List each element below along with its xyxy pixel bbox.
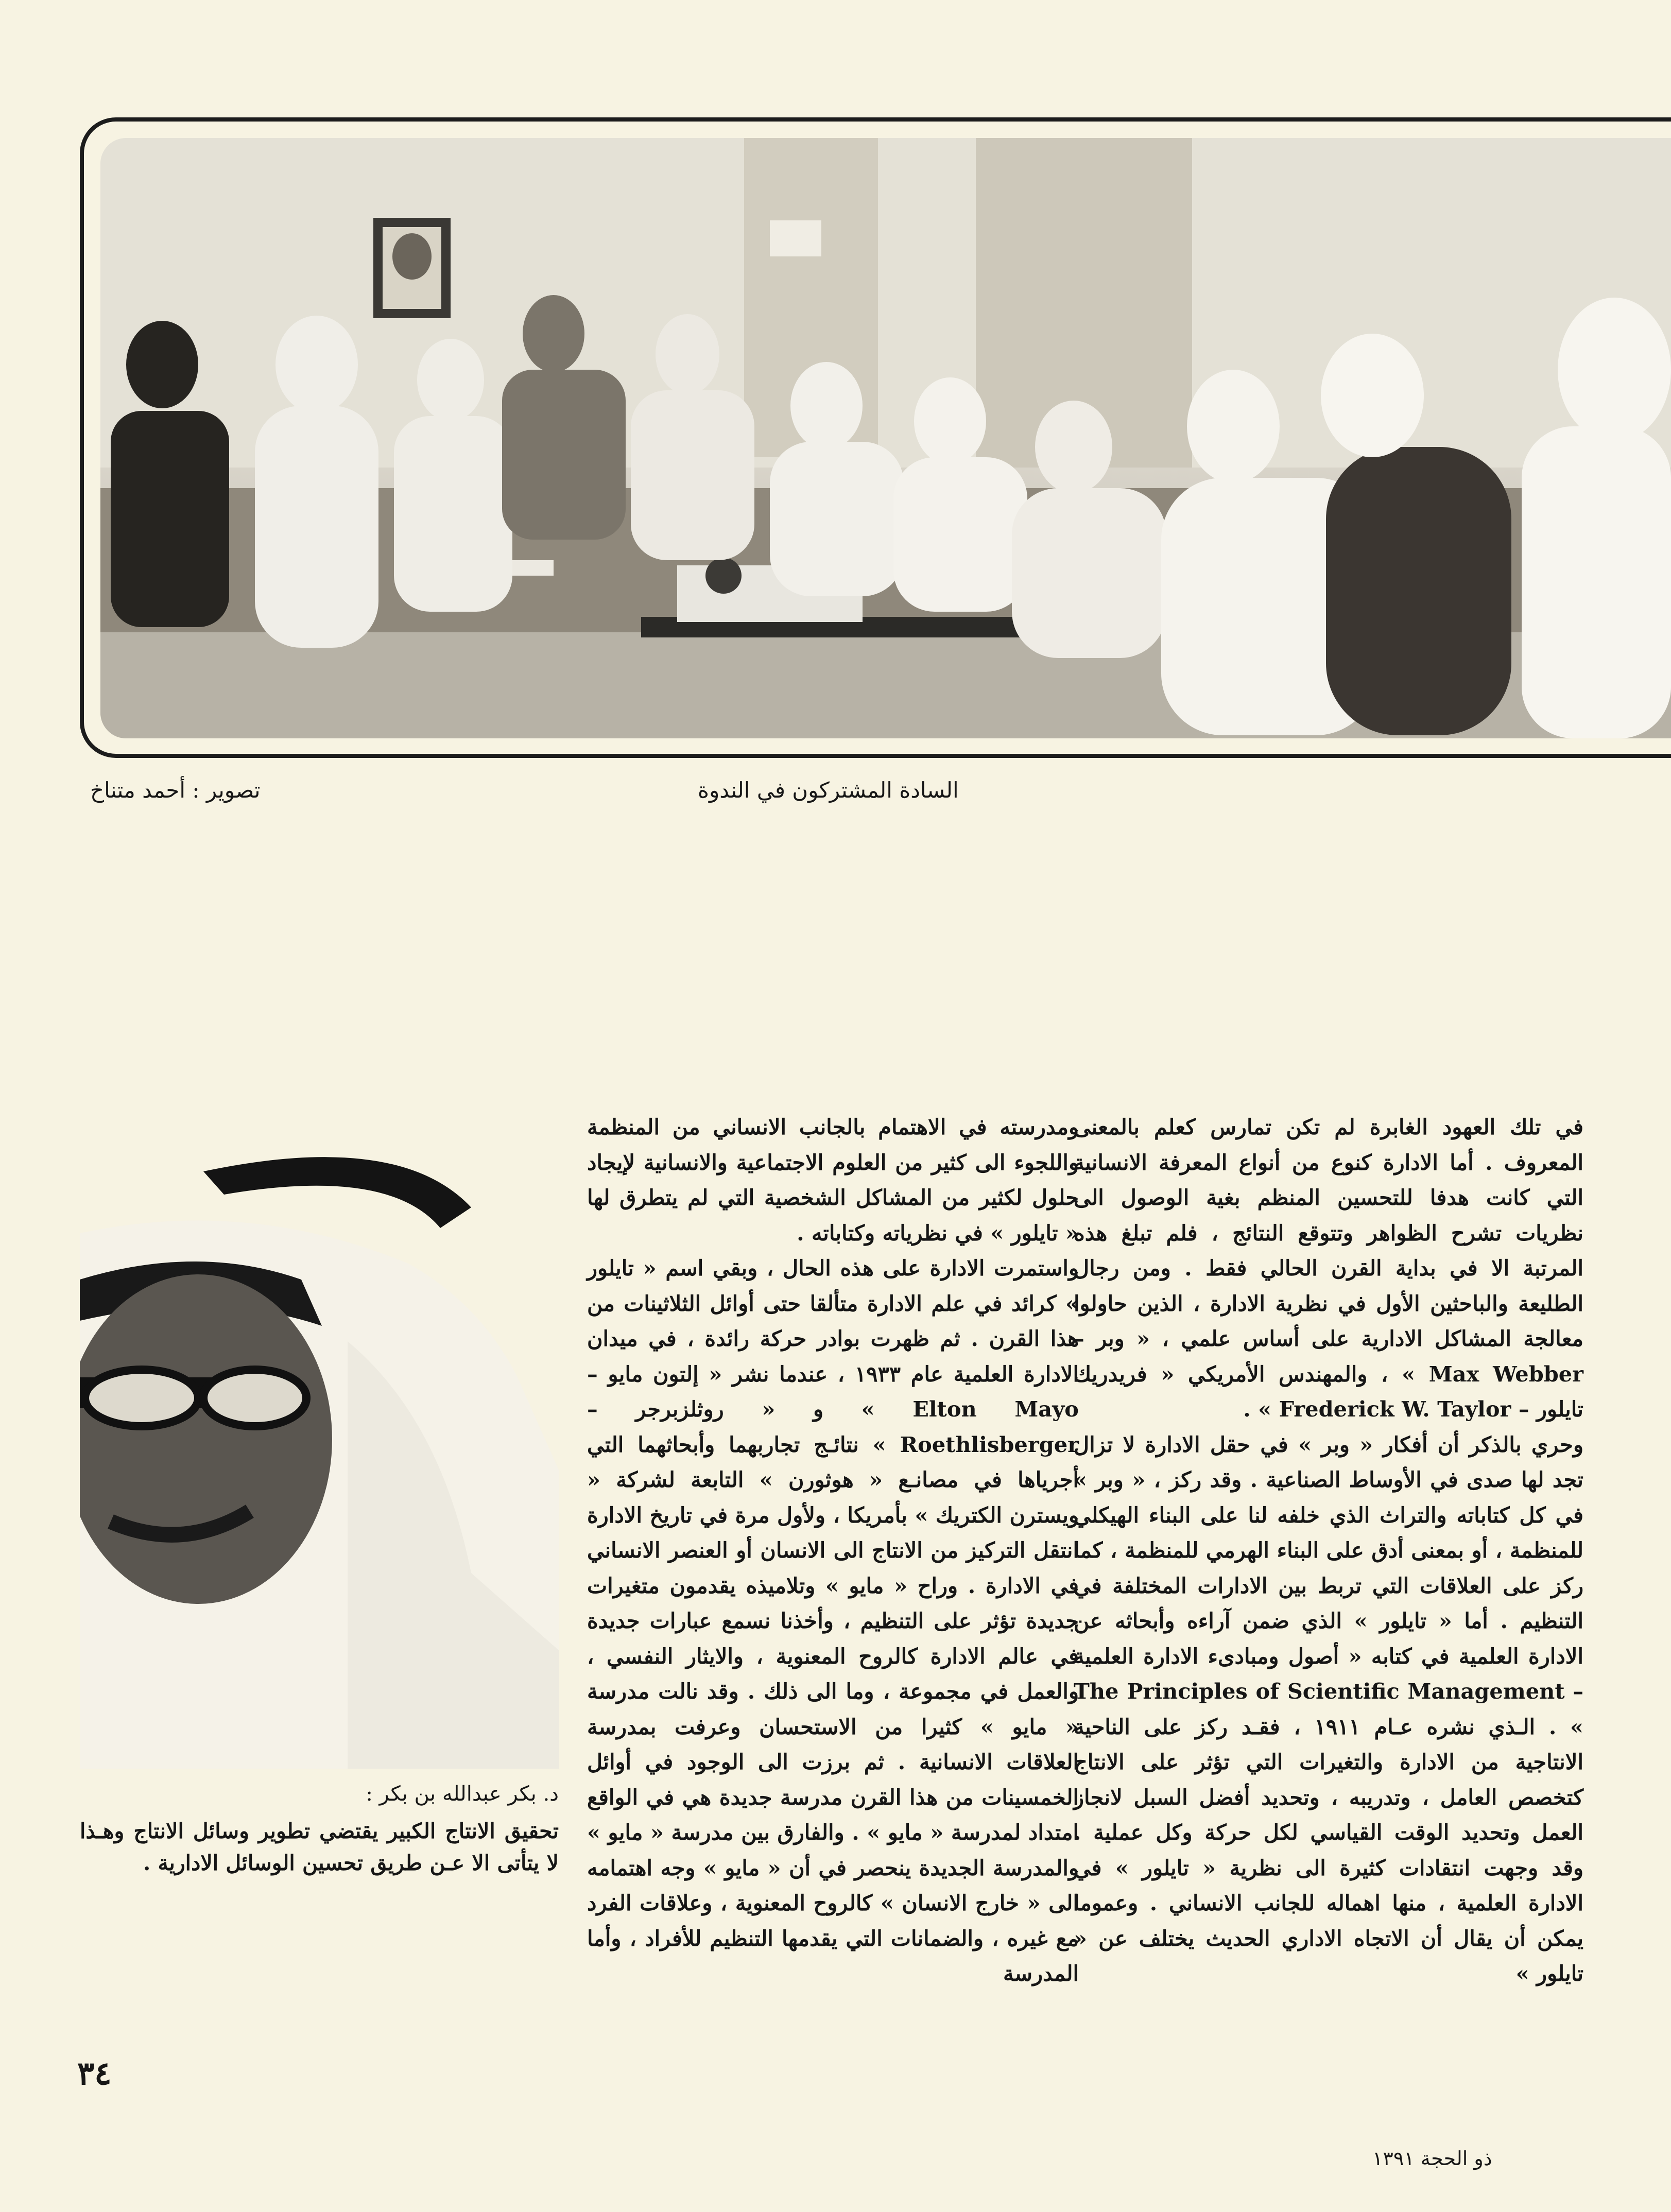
- article-paragraph: واستمرت الادارة على هذه الحال ، وبقي اسم « تايلور » كرائد في علم الادارة متألقا حتى أوائل الثلاثينات من هذا القرن . ثم ظهرت بوادر حركة رائدة ، في ميدان الادارة العلمية عام ١٩٣٣ ، عندما نشر « إلتون مايو – Elton Mayo » و « روثلزبرجر – Roethlisberger » نتائـج تجاربهما وأبحاثهما التي أجرياها في مصانـع « هوثورن » التابعة لشركة « ويسترن الكتريك » بأمريكا ، ولأول مرة في تاريخ الادارة انتقل التركيز من الانتاج الى الانسان أو العنصر الانساني في الادارة . وراح « مايو » وتلاميذه يقدمون متغيرات جديدة تؤثر على التنظيم ، وأخذنا نسمع عبارات جديدة في عالم الادارة كالروح المعنوية ، والايثار النفسي ، والعمل في مجموعة ، وما الى ذلك . وقد نالت مدرسة « مايو » كثيرا من الاستحسان وعرفت بمدرسة العلاقات الانسانية . ثم برزت الى الوجود في أوائل الخمسينات من هذا القرن مدرسة جديدة هي في الواقع امتداد لمدرسة « مايو » . والفارق بين مدرسة « مايو » والمدرسة الجديدة ينحصر في أن « مايو » وجه اهتمامه الى « خارج الانسان » كالروح المعنوية ، وعلاقات الفرد مع غيره ، والضمانات التي يقدمها التنظيم للأفراد ، وأما المدرسة: [587, 1255, 1079, 1986]
- article-paragraph: ومدرسته في الاهتمام بالجانب الانساني من المنظمة واللجوء الى كثير من العلوم الاجتماعية والانسانية لإيجاد حلول لكثير من المشاكل الشخصية التي لم يتطرق لها « تايلور » في نظرياته وكتاباته .: [587, 1114, 1079, 1246]
- portrait-photo: [80, 1110, 559, 1769]
- photo-caption: السادة المشتركون في الندوة: [698, 777, 959, 803]
- speaker-quote: تحقيق الانتاج الكبير يقتضي تطوير وسائل الانتاج وهـذا لا يتأتى الا عـن طريق تحسين الوسائل الادارية .: [80, 1818, 559, 1875]
- portrait-caption: [80, 1776, 559, 1879]
- group-photo: [100, 138, 1671, 738]
- article-paragraph: في تلك العهود الغابرة لم تكن تمارس كعلم بالمعنى المعروف . أما الادارة كنوع من أنواع المعرفة الانسانية التي كانت هدفا للتحسين المنظم بغية الوصول الى نظريات تشرح الظواهر وتتوقع النتائج ، فلم تبلغ هذه المرتبة الا في بداية القرن الحالي فقط . ومن رجال الطليعة والباحثين الأول في نظرية الادارة ، الذين حاولوا معالجة المشاكل الادارية على أساس علمي ، « وبر – Max Webber » ، والمهندس الأمريكي « فريدريك تايلور – Frederick W. Taylor » .: [1074, 1114, 1583, 1422]
- article-paragraph: وحري بالذكر أن أفكار « وبر » في حقل الادارة لا تزال تجد لها صدى في الأوساط الصناعية . وقد ركز ، « وبر » في كل كتاباته والتراث الذي خلفه لنا على البناء الهيكلي للمنظمة ، أو بمعنى أدق على البناء الهرمي للمنظمة ، كما ركز على العلاقات التي تربط بين الادارات المختلفة في التنظيم . أما « تايلور » الذي ضمن آراءه وأبحاثه عن الادارة العلمية في كتابه « أصول ومبادىء الادارة العلمية – The Principles of Scientific Management » . الـذي نشره عـام ١٩١١ ، فقـد ركز على الناحية الانتاجية من الادارة والتغيرات التي تؤثر على الانتاج كتخصص العامل ، وتدريبه ، وتحديد أفضل السبل لانجاز العمل وتحديد الوقت القياسي لكل حركة وكل عملية . وقد وجهت انتقادات كثيرة الى نظرية « تايلور » في الادارة العلمية ، منها اهماله للجانب الانساني . وعموما يمكن أن يقال أن الاتجاه الاداري الحديث يختلف عن « تايلور »: [1074, 1431, 1583, 1986]
- issue-date: ذو الحجة ١٣٩١: [1372, 2147, 1492, 2170]
- photo-credit: تصوير : أحمد متناخ: [90, 777, 261, 803]
- page-number: ٣٤: [77, 2054, 112, 2092]
- article-column-middle: [587, 1110, 1079, 1992]
- article-column-right: [1074, 1110, 1583, 1992]
- speaker-name: د. بكر عبدالله بن بكر :: [366, 1782, 559, 1806]
